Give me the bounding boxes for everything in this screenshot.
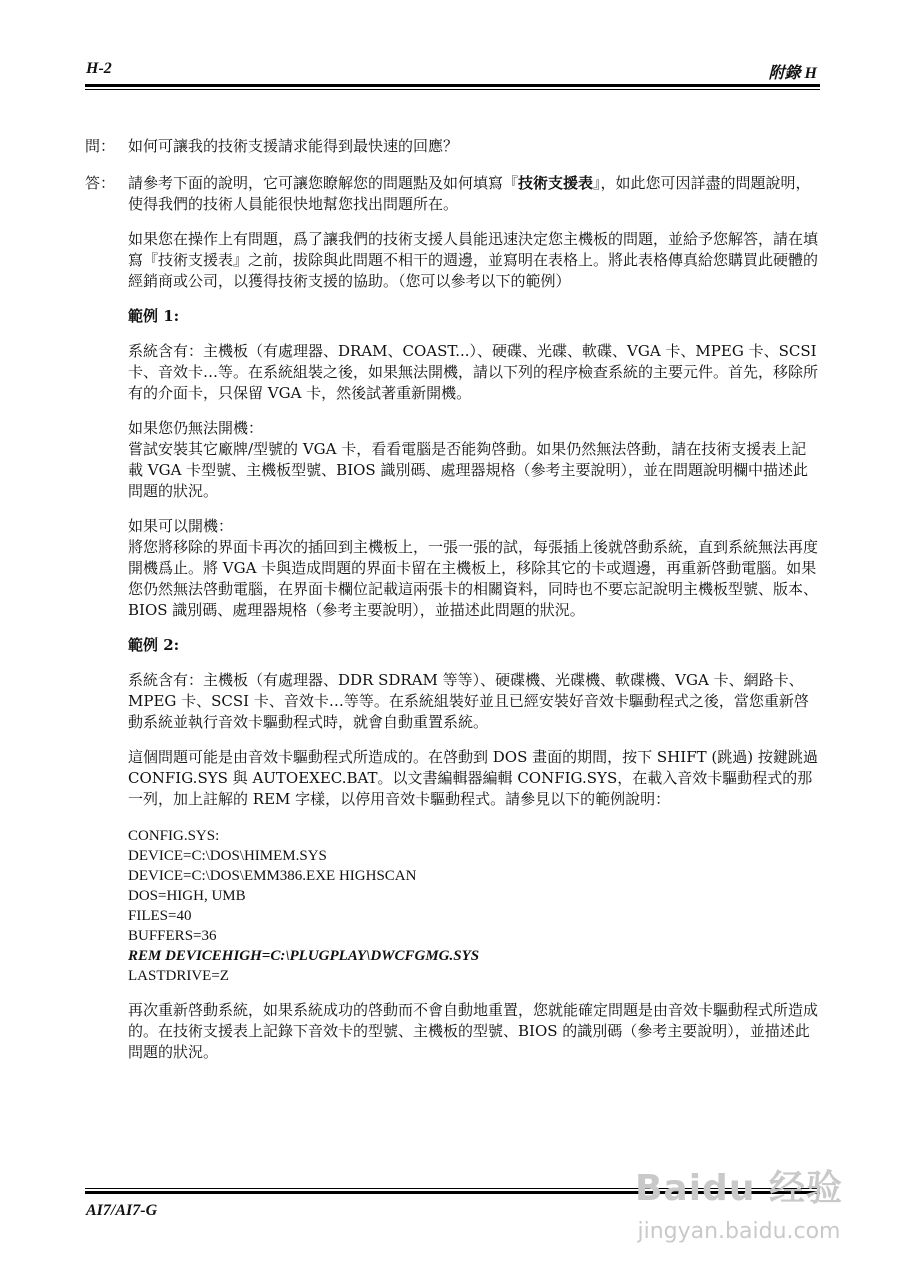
question-label: 問： <box>85 137 116 155</box>
case-ok-title: 如果可以開機： <box>128 517 234 535</box>
answer-row <box>85 173 820 215</box>
watermark-url: jingyan.baidu.com <box>637 1219 841 1244</box>
answer-text <box>128 173 820 215</box>
example2-body2: 這個問題可能是由音效卡驅動程式所造成的。在啓動到 DOS 畫面的期間，按下 SHIFT (跳過) 按鍵跳過 CONFIG.SYS 與 AUTOEXEC.BAT。以文書編輯器編輯 CONFIG.SYS，在載入音效卡驅動程式的那一列，加上註解的 REM 字樣，以停用音效卡驅動程式。請參見以下的範例說明： <box>128 748 818 808</box>
question-text: 如何可讓我的技術支援請求能得到最快速的回應？ <box>128 137 459 155</box>
page-number: H-2 <box>86 60 112 77</box>
document-body <box>85 136 820 1063</box>
chapter-title: 附錄 H <box>768 65 817 82</box>
example2-body: 系統含有：主機板（有處理器、DDR SDRAM 等等）、硬碟機、光碟機、軟碟機、VGA 卡、網路卡、MPEG 卡、SCSI 卡、音效卡…等等。在系統組裝好並且已經安裝好音效卡驅動程式之後，當您重新啓動系統並執行音效卡驅動程式時，就會自動重置系統。 <box>128 671 809 731</box>
code-line-rem: REM DEVICEHIGH=C:\PLUGPLAY\DWCFGMG.SYS <box>128 948 480 964</box>
question-row <box>85 136 820 157</box>
code-line: DEVICE=C:\DOS\EMM386.EXE HIGHSCAN <box>128 868 417 884</box>
answer-text-pre: 請參考下面的說明，它可讓您瞭解您的問題點及如何填寫『 <box>128 174 519 192</box>
code-line: BUFFERS=36 <box>128 928 217 944</box>
code-line: FILES=40 <box>128 908 192 924</box>
watermark-logo: Baidu 经验 <box>634 1168 843 1209</box>
answer-label: 答： <box>85 174 116 192</box>
code-line: LASTDRIVE=Z <box>128 968 229 984</box>
code-line: CONFIG.SYS: <box>128 828 220 844</box>
code-line: DEVICE=C:\DOS\HIMEM.SYS <box>128 848 327 864</box>
example1-body: 系統含有：主機板（有處理器、DRAM、COAST...）、硬碟、光碟、軟碟、VGA 卡、MPEG 卡、SCSI 卡、音效卡…等。在系統組裝之後，如果無法開機，請以下列的程序檢查系統的主要元件。首先，移除所有的介面卡，只保留 VGA 卡，然後試著重新開機。 <box>128 342 819 402</box>
example1-title: 範例 1: <box>128 307 180 325</box>
answer-text-emphasis: 技術支援表 <box>518 174 594 192</box>
example2-title: 範例 2: <box>128 636 180 654</box>
header-rule-thin <box>85 89 820 90</box>
footer-model: AI7/AI7-G <box>86 1202 158 1219</box>
intro-paragraph: 如果您在操作上有問題，爲了讓我們的技術支援人員能迅速決定您主機板的問題，並給予您解答，請在填寫『技術支援表』之前，拔除與此問題不相干的週邊，並寫明在表格上。將此表格傳真給您購買此硬體的經銷商或公司，以獲得技術支援的協助。（您可以參考以下的範例） <box>128 230 819 290</box>
code-line: DOS=HIGH, UMB <box>128 888 246 904</box>
answer-text-post: 』，如此您可因詳盡的問題說明，使得我們的技術人員能很快地幫您找出問題所在。 <box>128 174 811 213</box>
watermark <box>635 1160 843 1244</box>
header-rule <box>85 84 820 87</box>
case-ok-body: 將您將移除的界面卡再次的插回到主機板上，一張一張的試，每張插上後就啓動系統，直到系統無法再度開機爲止。將 VGA 卡與造成問題的界面卡留在主機板上，移除其它的卡或週邊，再重新啓動電腦。如果您仍然無法啓動電腦，在界面卡欄位記載這兩張卡的相關資料，同時也不要忘記說明主機板型號、版本、BIOS 識別碼、處理器規格（參考主要說明），並描述此問題的狀況。 <box>128 538 819 619</box>
case-fail-body: 嘗試安裝其它廠牌/型號的 VGA 卡，看看電腦是否能夠啓動。如果仍然無法啓動，請在技術支援表上記載 VGA 卡型號、主機板型號、BIOS 識別碼、處理器規格（參考主要說明），並在問題說明欄中描述此問題的狀況。 <box>128 440 808 500</box>
case-fail-title: 如果您仍無法開機： <box>128 419 264 437</box>
example2-conclusion: 再次重新啓動系統，如果系統成功的啓動而不會自動地重置，您就能確定問題是由音效卡驅動程式所造成的。在技術支援表上記錄下音效卡的型號、主機板的型號、BIOS 的識別碼（參考主要說明），並描述此問題的狀況。 <box>128 1001 819 1061</box>
config-code-block <box>128 826 820 986</box>
